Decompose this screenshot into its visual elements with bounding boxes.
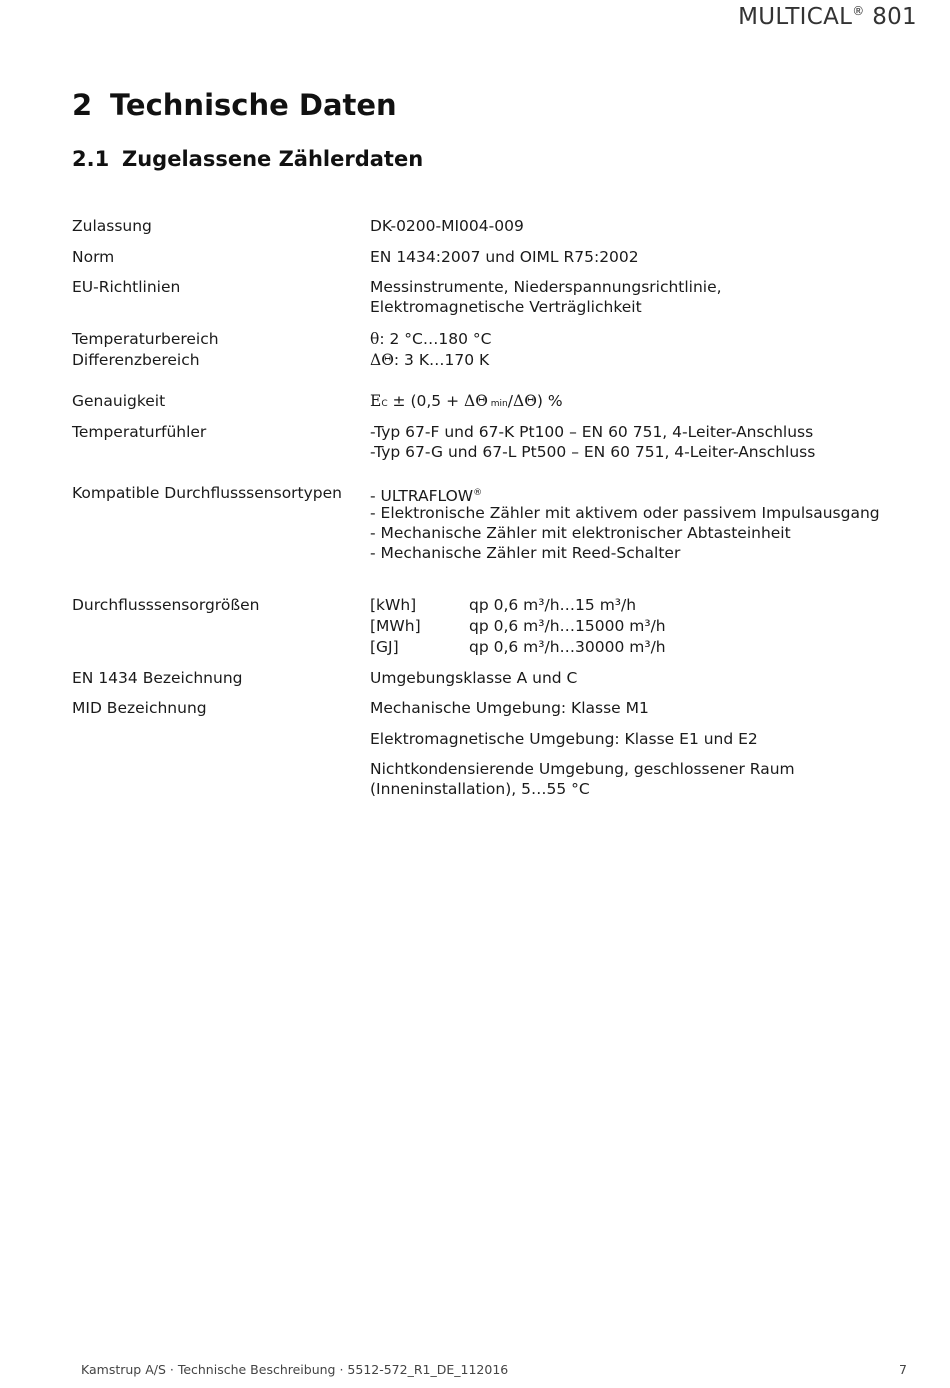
min-subscript: min xyxy=(487,399,508,409)
genauigkeit-label: Genauigkeit xyxy=(72,392,166,410)
genauigkeit-part2: / xyxy=(507,392,513,410)
temperaturfuehler-value xyxy=(370,422,815,462)
genauigkeit-value xyxy=(370,391,563,414)
page-number: 7 xyxy=(899,1362,907,1377)
en1434-value: Umgebungsklasse A und C xyxy=(370,669,578,687)
temperaturbereich-label: Temperaturbereich xyxy=(72,330,219,348)
norm-value: EN 1434:2007 und OIML R75:2002 xyxy=(370,248,639,266)
delta-theta-symbol: ΔΘ xyxy=(464,392,488,410)
size-range: qp 0,6 m³/h…15000 m³/h xyxy=(469,617,666,635)
temperaturbereich-value xyxy=(370,329,491,349)
temperaturfuehler-label: Temperaturfühler xyxy=(72,423,207,441)
sensor-type-item xyxy=(370,483,880,506)
norm-label: Norm xyxy=(72,248,115,266)
eu-richtlinien-line: Elektromagnetische Verträglichkeit xyxy=(370,298,642,316)
chapter-heading xyxy=(72,88,397,122)
sensor-size-row xyxy=(370,637,666,658)
document-product-name xyxy=(738,4,917,30)
chapter-title: Technische Daten xyxy=(110,88,397,122)
error-symbol: E xyxy=(370,392,382,410)
registered-mark: ® xyxy=(473,488,483,498)
eu-richtlinien-label: EU-Richtlinien xyxy=(72,278,181,296)
size-range: qp 0,6 m³/h…15 m³/h xyxy=(469,596,637,614)
chapter-number: 2 xyxy=(72,88,93,122)
delta-theta-symbol: ΔΘ xyxy=(513,392,537,410)
theta-symbol: θ xyxy=(370,330,380,348)
genauigkeit-part3: ) % xyxy=(536,392,563,410)
size-unit: [MWh] xyxy=(370,617,421,635)
mid-label: MID Bezeichnung xyxy=(72,699,207,717)
product-model: 801 xyxy=(864,4,917,30)
fuehler-type-line: -Typ 67-F und 67-K Pt100 – EN 60 751, 4-Leiter-Anschluss xyxy=(370,423,814,441)
size-unit: [GJ] xyxy=(370,638,399,656)
temperaturbereich-range: : 2 °C…180 °C xyxy=(379,330,492,348)
footer-document-info: Kamstrup A/S · Technische Beschreibung · 5512-572_R1_DE_112016 xyxy=(81,1362,509,1377)
mid-electromagnetic: Elektromagnetische Umgebung: Klasse E1 und E2 xyxy=(370,730,758,748)
ultraflow-text: - ULTRAFLOW xyxy=(370,487,474,506)
section-number: 2.1 xyxy=(72,147,110,171)
mid-environment-line: Nichtkondensierende Umgebung, geschlossener Raum xyxy=(370,760,795,778)
section-title: Zugelassene Zählerdaten xyxy=(122,147,424,171)
kompatible-sensoren-label: Kompatible Durchflusssensortypen xyxy=(72,484,342,502)
kompatible-sensoren-list xyxy=(370,483,880,563)
differenzbereich-value xyxy=(370,350,489,370)
error-subscript: C xyxy=(381,399,388,409)
differenzbereich-range: : 3 K…170 K xyxy=(393,351,490,369)
sensorgroessen-table xyxy=(370,595,666,658)
size-unit: [kWh] xyxy=(370,596,417,614)
sensor-type-item: - Mechanische Zähler mit Reed-Schalter xyxy=(370,544,681,562)
mid-environment xyxy=(370,759,795,799)
en1434-label: EN 1434 Bezeichnung xyxy=(72,669,243,687)
sensor-size-row xyxy=(370,616,666,637)
mid-mechanical: Mechanische Umgebung: Klasse M1 xyxy=(370,699,649,717)
zulassung-value: DK-0200-MI004-009 xyxy=(370,217,524,235)
delta-theta-symbol: ΔΘ xyxy=(370,351,394,369)
section-heading xyxy=(72,147,423,171)
sensor-size-row xyxy=(370,595,666,616)
sensor-type-item: - Mechanische Zähler mit elektronischer Abtasteinheit xyxy=(370,524,791,542)
eu-richtlinien-line: Messinstrumente, Niederspannungsrichtlinie, xyxy=(370,278,722,296)
zulassung-label: Zulassung xyxy=(72,217,152,235)
mid-environment-line: (Inneninstallation), 5…55 °C xyxy=(370,780,590,798)
product-name: MULTICAL xyxy=(738,4,853,30)
differenzbereich-label: Differenzbereich xyxy=(72,351,200,369)
sensor-type-item: - Elektronische Zähler mit aktivem oder passivem Impulsausgang xyxy=(370,504,880,522)
sensorgroessen-label: Durchflusssensorgrößen xyxy=(72,596,260,614)
genauigkeit-part1: ± (0,5 + xyxy=(387,392,465,410)
eu-richtlinien-value xyxy=(370,277,722,317)
fuehler-type-line: -Typ 67-G und 67-L Pt500 – EN 60 751, 4-Leiter-Anschluss xyxy=(370,443,816,461)
size-range: qp 0,6 m³/h…30000 m³/h xyxy=(469,638,666,656)
registered-mark: ® xyxy=(852,4,865,18)
